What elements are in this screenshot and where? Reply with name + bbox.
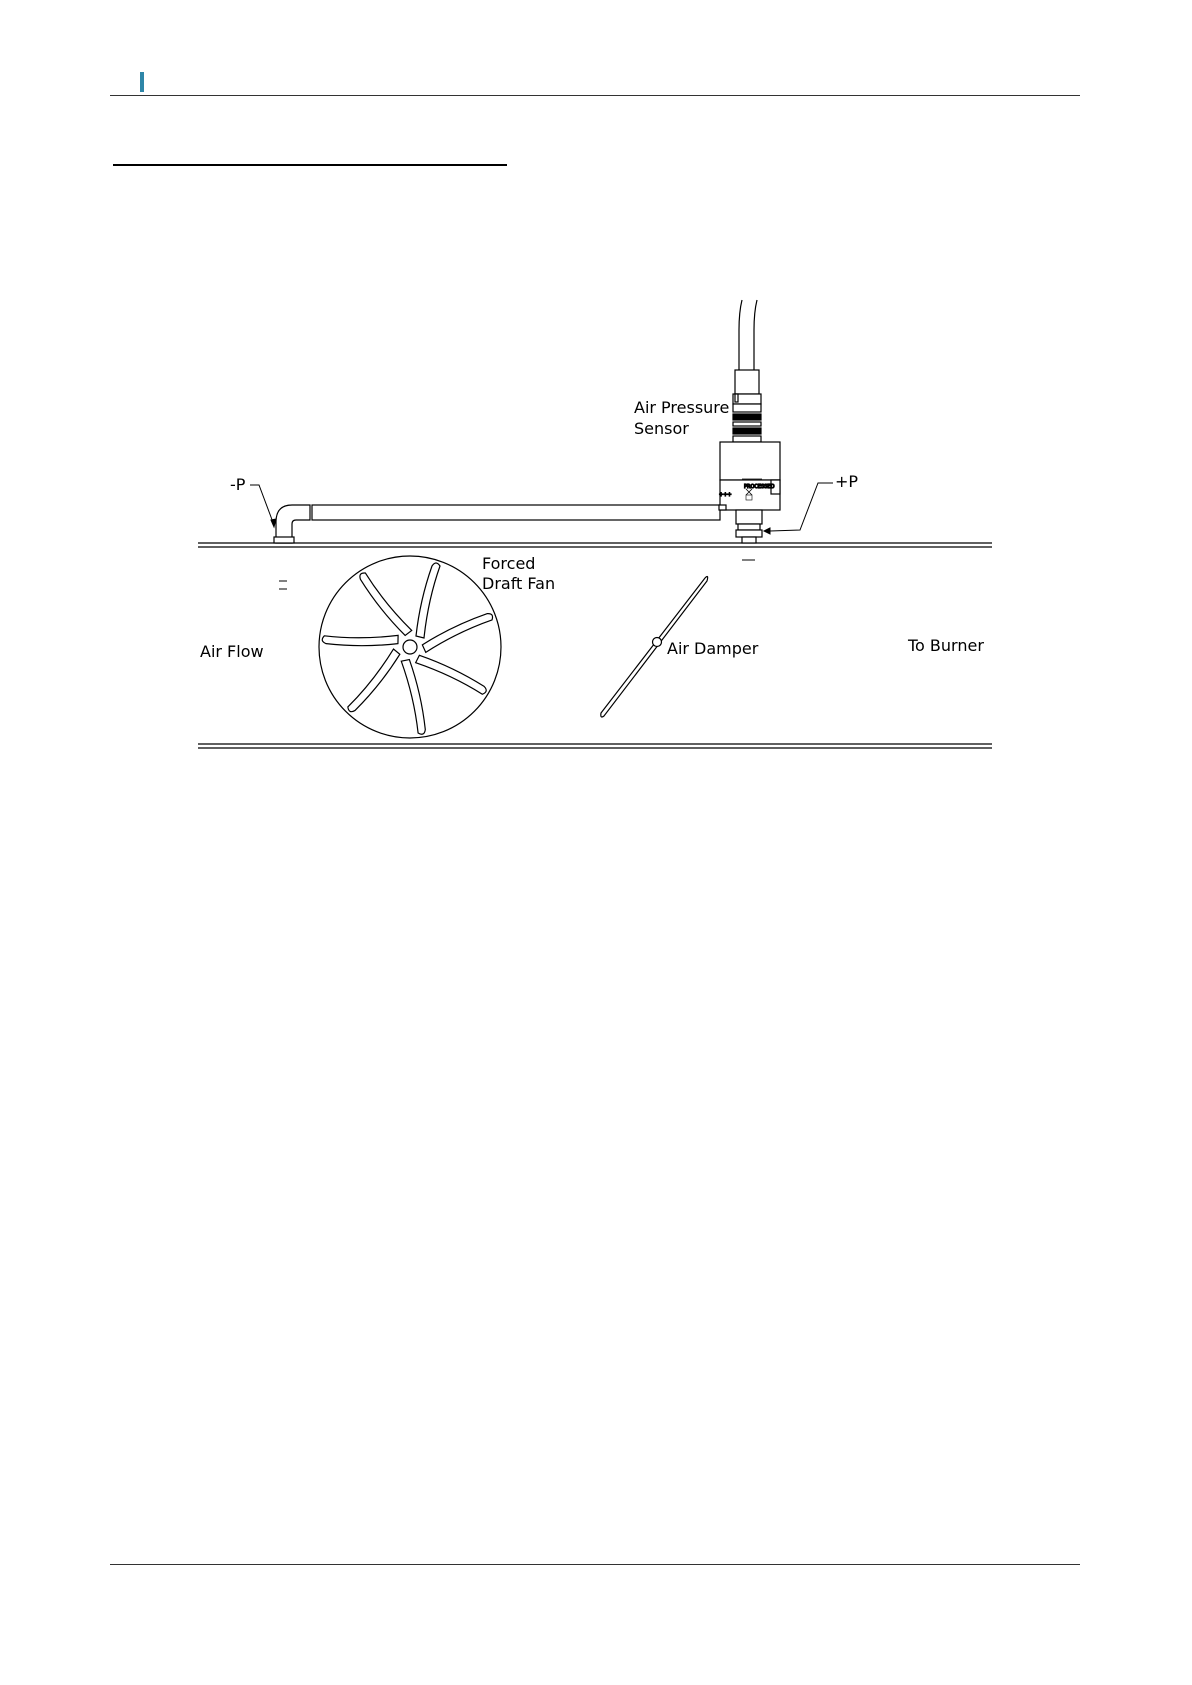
svg-text:PROCESSED: PROCESSED — [744, 484, 775, 490]
forced-draft-fan — [319, 556, 501, 738]
fan-label-line1: Forced — [482, 554, 536, 573]
minus-p-leader — [250, 485, 276, 527]
air-flow-label: Air Flow — [200, 642, 264, 661]
minus-p-elbow-fitting — [274, 505, 310, 543]
sensor-label-line1: Air Pressure — [634, 398, 730, 417]
sensing-tube — [312, 505, 720, 520]
minus-p-label: -P — [230, 475, 246, 494]
sensor-label-line2: Sensor — [634, 419, 689, 438]
plus-p-label: +P — [835, 472, 859, 491]
air-damper-label: Air Damper — [667, 639, 759, 658]
fan-label-line2: Draft Fan — [482, 574, 556, 593]
sensor-cable — [739, 300, 757, 370]
to-burner-label: To Burner — [908, 636, 984, 655]
sensor-body — [719, 442, 780, 543]
sensor-connector — [733, 370, 761, 442]
duct — [198, 543, 992, 748]
svg-text:+++: +++ — [719, 492, 732, 498]
